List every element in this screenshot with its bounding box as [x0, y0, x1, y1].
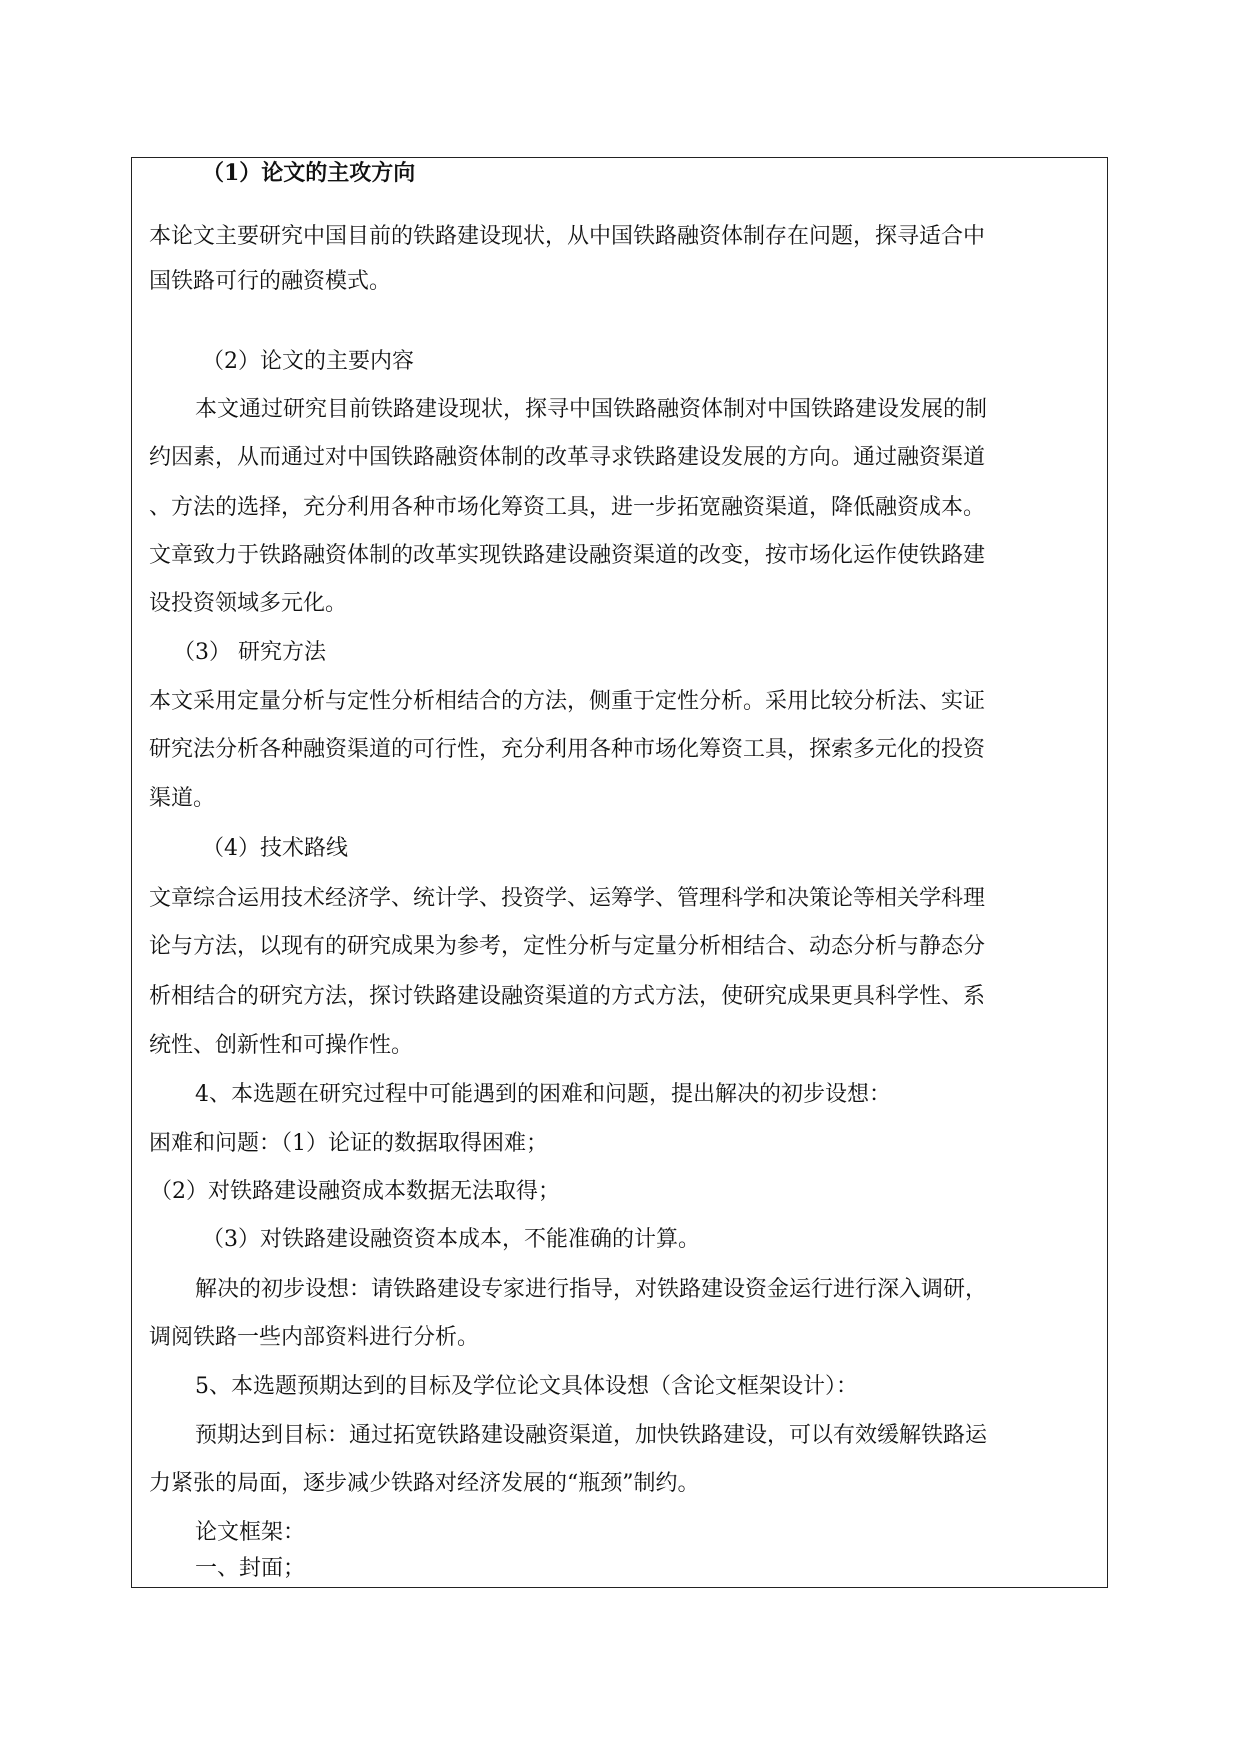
paragraph-line: 研究法分析各种融资渠道的可行性，充分利用各种市场化筹资工具，探索多元化的投资: [149, 737, 986, 762]
paragraph-line: 本文采用定量分析与定性分析相结合的方法，侧重于定性分析。采用比较分析法、实证: [149, 689, 986, 714]
paragraph-line: 文章综合运用技术经济学、统计学、投资学、运筹学、管理科学和决策论等相关学科理: [149, 886, 986, 911]
paragraph-line: 析相结合的研究方法，探讨铁路建设融资渠道的方式方法，使研究成果更具科学性、系: [149, 984, 986, 1009]
paragraph-line: 约因素，从而通过对中国铁路融资体制的改革寻求铁路建设发展的方向。通过融资渠道: [149, 445, 986, 470]
paragraph-line: 解决的初步设想：请铁路建设专家进行指导，对铁路建设资金运行进行深入调研，: [195, 1277, 988, 1302]
paragraph-line: 本文通过研究目前铁路建设现状，探寻中国铁路融资体制对中国铁路建设发展的制: [195, 397, 988, 422]
paragraph-line: 本论文主要研究中国目前的铁路建设现状，从中国铁路融资体制存在问题，探寻适合中: [149, 224, 986, 249]
section-4-title: 4、本选题在研究过程中可能遇到的困难和问题，提出解决的初步设想：: [195, 1082, 891, 1107]
heading-technical-route: （4）技术路线: [202, 836, 348, 861]
paragraph-line: 设投资领域多元化。: [149, 591, 348, 616]
paragraph-line: 调阅铁路一些内部资料进行分析。: [149, 1325, 480, 1350]
framework-item: 一、封面；: [195, 1556, 306, 1581]
paragraph-line: 、方法的选择，充分利用各种市场化筹资工具，进一步拓宽融资渠道，降低融资成本。: [149, 495, 986, 520]
heading-main-direction: （1）论文的主攻方向: [202, 160, 416, 186]
difficulty-line: 困难和问题：（1）论证的数据取得困难；: [149, 1131, 548, 1156]
paragraph-line: 统性、创新性和可操作性。: [149, 1033, 414, 1058]
difficulty-line: （2）对铁路建设融资成本数据无法取得；: [150, 1179, 560, 1204]
section-5-title: 5、本选题预期达到的目标及学位论文具体设想（含论文框架设计）：: [195, 1374, 858, 1399]
paragraph-line: 预期达到目标：通过拓宽铁路建设融资渠道，加快铁路建设，可以有效缓解铁路运: [195, 1423, 988, 1448]
framework-label: 论文框架：: [195, 1520, 306, 1545]
paragraph-line: 文章致力于铁路融资体制的改革实现铁路建设融资渠道的改变，按市场化运作使铁路建: [149, 543, 986, 568]
heading-main-content: （2）论文的主要内容: [202, 349, 414, 374]
difficulty-line: （3）对铁路建设融资资本成本，不能准确的计算。: [202, 1227, 700, 1252]
heading-research-method: （3） 研究方法: [173, 640, 326, 665]
paragraph-line: 渠道。: [149, 786, 216, 811]
paragraph-line: 力紧张的局面，逐步减少铁路对经济发展的“瓶颈”制约。: [149, 1471, 700, 1496]
paragraph-line: 论与方法，以现有的研究成果为参考，定性分析与定量分析相结合、动态分析与静态分: [149, 934, 986, 959]
paragraph-line: 国铁路可行的融资模式。: [149, 269, 392, 294]
